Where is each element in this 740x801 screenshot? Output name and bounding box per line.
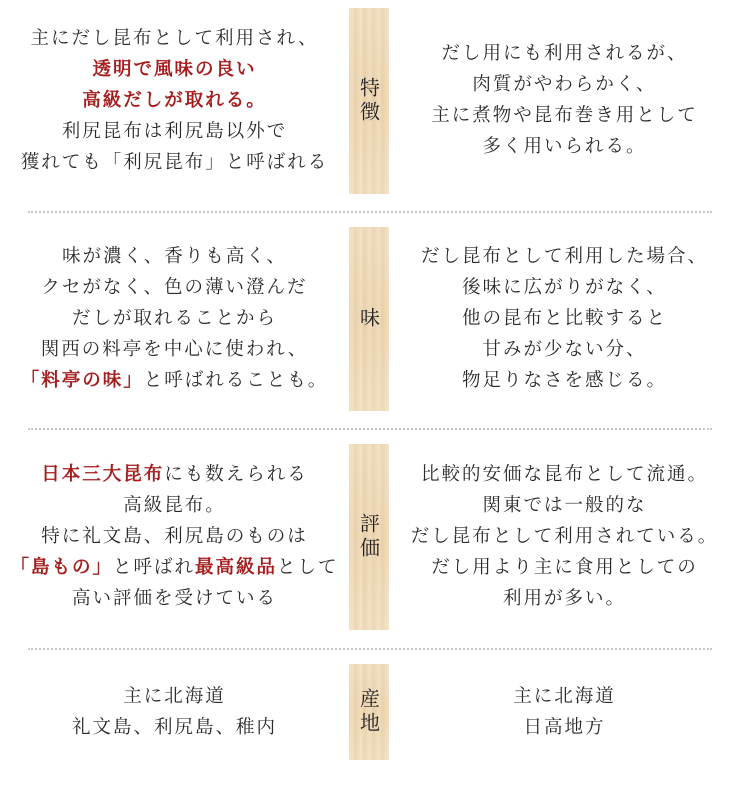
evaluation-right-line1: 比較的安価な昆布として流通。 <box>420 463 708 485</box>
evaluation-left-line3: 特に礼文島、利尻島のものは <box>41 525 308 547</box>
features-left-line4: 利尻昆布は利尻島以外で <box>61 120 288 142</box>
taste-right-line3: 他の昆布と比較すると <box>461 307 667 329</box>
evaluation-left-cell <box>0 446 349 626</box>
row-divider <box>28 428 712 430</box>
features-right-cell <box>389 10 740 190</box>
origin-left-cell <box>0 664 349 760</box>
sandai-konbu-highlight: 日本三大昆布 <box>41 463 165 485</box>
row-label-origin-text: 産地 <box>356 688 381 736</box>
taste-left-line1: 味が濃く、香りも高く、 <box>62 245 287 267</box>
evaluation-right-line4: だし用より主に食用としての <box>431 556 698 578</box>
features-left-line5: 獲れても「利尻昆布」と呼ばれる <box>20 151 329 173</box>
taste-right-cell <box>389 228 740 408</box>
features-left-cell <box>0 10 349 190</box>
row-label-features-text: 特徴 <box>356 77 381 125</box>
features-right-line2: 肉質がやわらかく、 <box>472 74 657 95</box>
row-divider <box>28 648 712 650</box>
shimamono-highlight: 「島もの」 <box>10 556 113 578</box>
evaluation-left-line4-rest: として <box>277 556 339 578</box>
evaluation-right-line5: 利用が多い。 <box>502 587 626 609</box>
features-left-line2: 透明で風味の良い <box>92 58 257 80</box>
features-right-line3: 主に煮物や昆布巻き用として <box>431 105 698 126</box>
evaluation-left-line1 <box>41 459 308 490</box>
taste-right-line1: だし昆布として利用した場合、 <box>420 245 708 267</box>
features-right-line4: 多く用いられる。 <box>482 136 647 157</box>
row-label-taste <box>349 227 389 411</box>
taste-left-line5 <box>21 365 329 396</box>
evaluation-left-line4-mid: と呼ばれ <box>112 556 195 578</box>
origin-right-line2: 日高地方 <box>523 717 606 738</box>
features-left-line1: 主にだし昆布として利用され、 <box>30 27 319 49</box>
taste-right-line2: 後味に広がりがなく、 <box>462 276 667 298</box>
taste-left-line5-rest: と呼ばれることも。 <box>143 369 329 391</box>
row-label-origin <box>349 664 389 760</box>
origin-left-line1: 主に北海道 <box>123 686 226 707</box>
taste-left-cell <box>0 228 349 408</box>
evaluation-right-line3: だし昆布として利用されている。 <box>410 525 719 547</box>
taste-right-line5: 物足りなさを感じる。 <box>461 369 667 391</box>
row-label-taste-text: 味 <box>356 307 381 331</box>
row-label-evaluation <box>349 444 389 630</box>
evaluation-left-line2: 高級昆布。 <box>123 494 226 516</box>
evaluation-right-line2: 関東では一般的な <box>482 494 647 516</box>
ryotei-no-aji-highlight: 「料亭の味」 <box>20 369 144 391</box>
origin-right-cell <box>389 664 740 760</box>
origin-left-line2: 礼文島、利尻島、稚内 <box>71 717 277 738</box>
features-right-line1: だし用にも利用されるが、 <box>441 43 688 64</box>
evaluation-left-line5: 高い評価を受けている <box>71 587 277 609</box>
row-divider <box>28 211 712 213</box>
evaluation-right-cell <box>389 446 740 626</box>
features-left-line3: 高級だしが取れる。 <box>82 89 267 111</box>
taste-left-line4: 関西の料亭を中心に使われ、 <box>40 338 309 360</box>
origin-right-line1: 主に北海道 <box>513 686 616 707</box>
row-label-evaluation-text: 評価 <box>356 513 381 561</box>
taste-left-line3: だしが取れることから <box>71 307 277 329</box>
row-label-features <box>349 8 389 194</box>
saikokyuhin-highlight: 最高級品 <box>195 556 278 578</box>
taste-left-line2: クセがなく、色の薄い澄んだ <box>41 276 308 298</box>
evaluation-left-line1-rest: にも数えられる <box>164 463 308 485</box>
taste-right-line4: 甘みが少ない分、 <box>482 338 647 360</box>
evaluation-left-line4 <box>10 552 338 583</box>
